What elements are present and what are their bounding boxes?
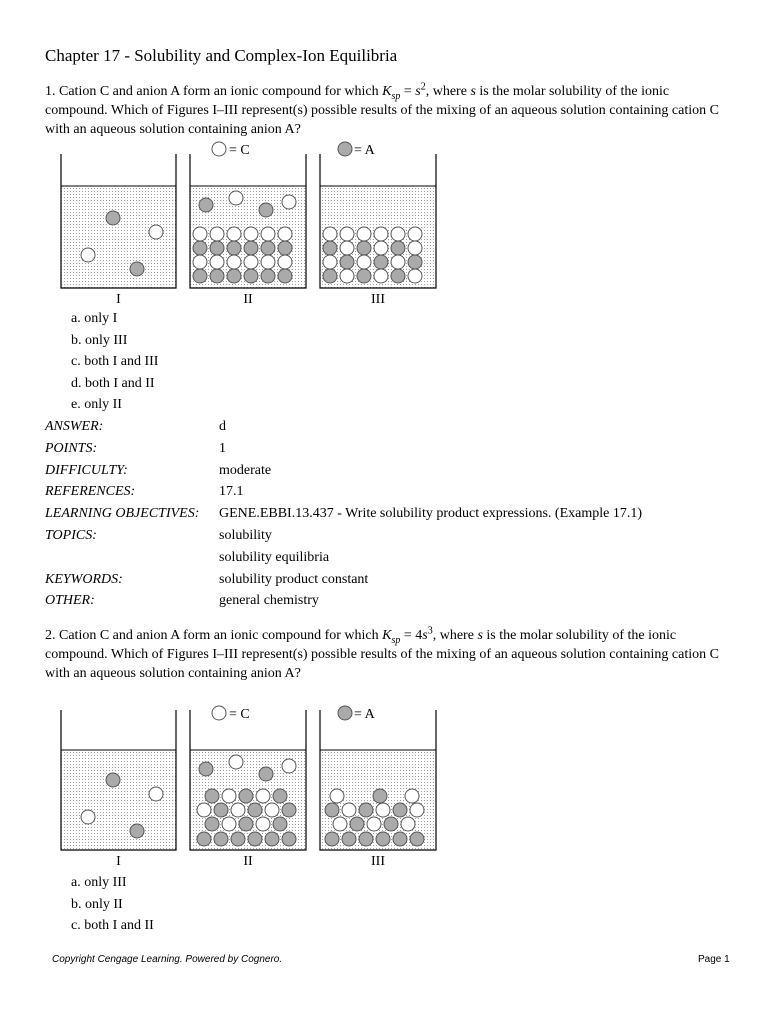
anion-particle: [239, 789, 253, 803]
beaker-3: [320, 710, 436, 869]
anion-particle: [323, 269, 337, 283]
anion-particle: [325, 832, 339, 846]
anion-particle: [410, 832, 424, 846]
anion-particle: [350, 817, 364, 831]
anion-particle: [340, 255, 354, 269]
anion-particle: [261, 269, 275, 283]
meta-value: 1: [219, 440, 226, 456]
cation-particle: [342, 803, 356, 817]
option-e[interactable]: e. only II: [71, 397, 122, 413]
cation-particle: [244, 227, 258, 241]
anion-particle: [384, 817, 398, 831]
cation-particle: [374, 241, 388, 255]
meta-value: general chemistry: [219, 593, 319, 609]
cation-symbol: [212, 142, 226, 156]
cation-particle: [244, 255, 258, 269]
anion-particle: [244, 269, 258, 283]
cation-particle: [227, 227, 241, 241]
cation-particle: [405, 789, 419, 803]
cation-particle: [391, 255, 405, 269]
beaker-1: [61, 154, 176, 307]
cation-particle: [282, 195, 296, 209]
meta-keywords: [45, 569, 642, 591]
beaker-label: III: [371, 292, 385, 307]
cation-particle: [227, 255, 241, 269]
equals-sign: =: [403, 84, 412, 99]
cation-particle: [231, 803, 245, 817]
cation-particle: [374, 269, 388, 283]
cation-particle: [229, 755, 243, 769]
meta-key: OTHER:: [45, 593, 95, 609]
anion-particle: [199, 198, 213, 212]
beaker-2: [190, 154, 306, 307]
option-a[interactable]: a. only I: [71, 311, 118, 326]
meta-key: POINTS:: [45, 440, 98, 456]
solubility-variable: s: [415, 84, 421, 99]
meta-value: 17.1: [219, 484, 244, 500]
question-2-text: [45, 626, 735, 683]
anion-particle: [130, 262, 144, 276]
meta-value: moderate: [219, 462, 272, 478]
footer-page-number: Page 1: [698, 954, 730, 965]
cation-particle: [408, 227, 422, 241]
question-stem-start: Cation C and anion A form an ionic compound for which: [59, 628, 379, 643]
cation-particle: [197, 803, 211, 817]
cation-particle: [149, 225, 163, 239]
question-stem-start: Cation C and anion A form an ionic compound for which: [59, 84, 379, 99]
meta-value: d: [219, 419, 226, 434]
legend-cation-label: = C: [229, 707, 250, 722]
cation-particle: [193, 227, 207, 241]
meta-key: TOPICS:: [45, 527, 97, 543]
question-1-text: [45, 82, 735, 139]
anion-particle: [199, 762, 213, 776]
anion-particle: [273, 789, 287, 803]
anion-particle: [106, 211, 120, 225]
meta-value: solubility product constant: [219, 571, 369, 587]
cation-particle: [193, 255, 207, 269]
cation-particle: [222, 817, 236, 831]
cation-particle: [210, 227, 224, 241]
cation-particle: [330, 789, 344, 803]
meta-key: ANSWER:: [45, 419, 104, 434]
anion-particle: [248, 832, 262, 846]
footer-copyright: Copyright Cengage Learning. Powered by Cognero.: [52, 954, 283, 965]
meta-value: solubility: [219, 527, 272, 543]
ksp-exponent: 2: [420, 81, 426, 93]
ksp-coefficient: 4: [415, 628, 423, 643]
cation-particle: [261, 255, 275, 269]
cation-particle: [222, 789, 236, 803]
cation-particle: [210, 255, 224, 269]
cation-symbol: [212, 706, 226, 720]
cation-particle: [367, 817, 381, 831]
anion-particle: [408, 255, 422, 269]
cation-particle: [408, 241, 422, 255]
anion-particle: [205, 817, 219, 831]
cation-particle: [323, 227, 337, 241]
cation-particle: [261, 227, 275, 241]
question-1-options: [71, 308, 158, 416]
cation-particle: [340, 227, 354, 241]
beaker-label: II: [243, 854, 253, 869]
meta-points: [45, 438, 642, 460]
ksp-symbol: K: [382, 628, 392, 643]
legend-cation: [212, 142, 250, 158]
anion-particle: [259, 767, 273, 781]
beaker-label: III: [371, 854, 385, 869]
anion-particle: [325, 803, 339, 817]
beaker-label: I: [116, 292, 121, 307]
anion-particle: [214, 832, 228, 846]
anion-particle: [376, 832, 390, 846]
cation-particle: [323, 255, 337, 269]
meta-answer: [45, 416, 642, 438]
cation-particle: [357, 255, 371, 269]
anion-particle: [273, 817, 287, 831]
cation-particle: [149, 787, 163, 801]
meta-references: [45, 481, 642, 503]
beaker-1: [61, 710, 176, 869]
cation-particle: [256, 789, 270, 803]
legend-cation: [212, 706, 250, 722]
cation-particle: [256, 817, 270, 831]
option-a[interactable]: a. only III: [71, 875, 127, 890]
comma-where: , where: [432, 628, 474, 643]
solubility-variable: s: [422, 628, 428, 643]
ksp-exponent: 3: [427, 625, 433, 637]
ksp-subscript: sp: [391, 634, 401, 646]
anion-particle: [278, 269, 292, 283]
cation-particle: [391, 227, 405, 241]
cation-particle: [340, 241, 354, 255]
meta-key: LEARNING OBJECTIVES:: [45, 506, 200, 522]
option-b[interactable]: b. only III: [71, 332, 128, 348]
anion-particle: [282, 803, 296, 817]
legend-anion: [338, 142, 376, 158]
anion-particle: [193, 269, 207, 283]
anion-particle: [359, 832, 373, 846]
anion-particle: [227, 241, 241, 255]
anion-particle: [391, 241, 405, 255]
beaker-label: I: [116, 854, 121, 869]
anion-particle: [231, 832, 245, 846]
legend-anion-label: = A: [354, 143, 375, 158]
cation-particle: [265, 803, 279, 817]
ksp-subscript: sp: [391, 90, 401, 102]
anion-particle: [359, 803, 373, 817]
anion-symbol: [338, 142, 352, 156]
anion-particle: [214, 803, 228, 817]
anion-particle: [197, 832, 211, 846]
anion-particle: [391, 269, 405, 283]
anion-particle: [278, 241, 292, 255]
anion-particle: [393, 832, 407, 846]
option-d[interactable]: d. both I and II: [71, 375, 155, 391]
cation-particle: [408, 269, 422, 283]
anion-particle: [323, 241, 337, 255]
solubility-variable-2: s: [477, 628, 483, 643]
question-number: 1.: [45, 84, 56, 99]
meta-value: solubility equilibria: [219, 549, 330, 565]
meta-difficulty: [45, 460, 642, 482]
meta-learning-objectives: [45, 503, 642, 525]
cation-particle: [81, 810, 95, 824]
solubility-variable-2: s: [470, 84, 476, 99]
question-1-metadata: [45, 416, 642, 612]
anion-particle: [373, 789, 387, 803]
legend-anion-label: = A: [354, 707, 375, 722]
anion-particle: [259, 203, 273, 217]
anion-particle: [210, 241, 224, 255]
meta-other: [45, 590, 642, 612]
beaker-3: [320, 154, 436, 307]
anion-particle: [357, 241, 371, 255]
meta-topics: [45, 525, 642, 569]
cation-particle: [410, 803, 424, 817]
cation-particle: [340, 269, 354, 283]
chapter-title: Chapter 17 - Solubility and Complex-Ion Equilibria: [45, 46, 398, 65]
meta-value: GENE.EBBI.13.437 - Write solubility product expressions. (Example 17.1): [219, 506, 643, 522]
cation-particle: [282, 759, 296, 773]
ksp-symbol: K: [382, 84, 392, 99]
anion-particle: [244, 241, 258, 255]
comma-where: , where: [425, 84, 467, 99]
anion-particle: [248, 803, 262, 817]
option-c[interactable]: c. both I and III: [71, 354, 159, 370]
anion-particle: [265, 832, 279, 846]
anion-particle: [193, 241, 207, 255]
beaker-2: [190, 710, 306, 869]
anion-particle: [357, 269, 371, 283]
anion-particle: [210, 269, 224, 283]
cation-particle: [376, 803, 390, 817]
question-number: 2.: [45, 628, 56, 643]
anion-particle: [106, 773, 120, 787]
meta-key: DIFFICULTY:: [45, 462, 128, 478]
cation-particle: [278, 255, 292, 269]
anion-particle: [227, 269, 241, 283]
option-b[interactable]: b. only II: [71, 896, 123, 912]
anion-particle: [282, 832, 296, 846]
option-c[interactable]: c. both I and II: [71, 918, 154, 934]
anion-symbol: [338, 706, 352, 720]
anion-particle: [374, 255, 388, 269]
cation-particle: [401, 817, 415, 831]
cation-particle: [278, 227, 292, 241]
legend-cation-label: = C: [229, 143, 250, 158]
cation-particle: [374, 227, 388, 241]
anion-particle: [130, 824, 144, 838]
cation-particle: [357, 227, 371, 241]
anion-particle: [342, 832, 356, 846]
question-2-options: [71, 872, 154, 937]
anion-particle: [261, 241, 275, 255]
anion-particle: [393, 803, 407, 817]
beaker-label: II: [243, 292, 253, 307]
beaker-figure-2: [0, 700, 768, 880]
meta-key: KEYWORDS:: [45, 571, 123, 587]
cation-particle: [81, 248, 95, 262]
question-stem-end: is the molar solubility of the ionic compound. Which of Figures I–III represent(s) possible results of the mixing of an aqueous solution containing cation C with an aqueous solution containing anion A?: [45, 628, 719, 681]
legend-anion: [338, 706, 376, 722]
cation-particle: [333, 817, 347, 831]
anion-particle: [205, 789, 219, 803]
equals-sign: =: [403, 628, 412, 643]
meta-key: REFERENCES:: [45, 484, 136, 500]
question-stem-end: is the molar solubility of the ionic compound. Which of Figures I–III represent(s) possible results of the mixing of an aqueous solution containing cation C with an aqueous solution containing anion A?: [45, 84, 719, 137]
cation-particle: [229, 191, 243, 205]
anion-particle: [239, 817, 253, 831]
